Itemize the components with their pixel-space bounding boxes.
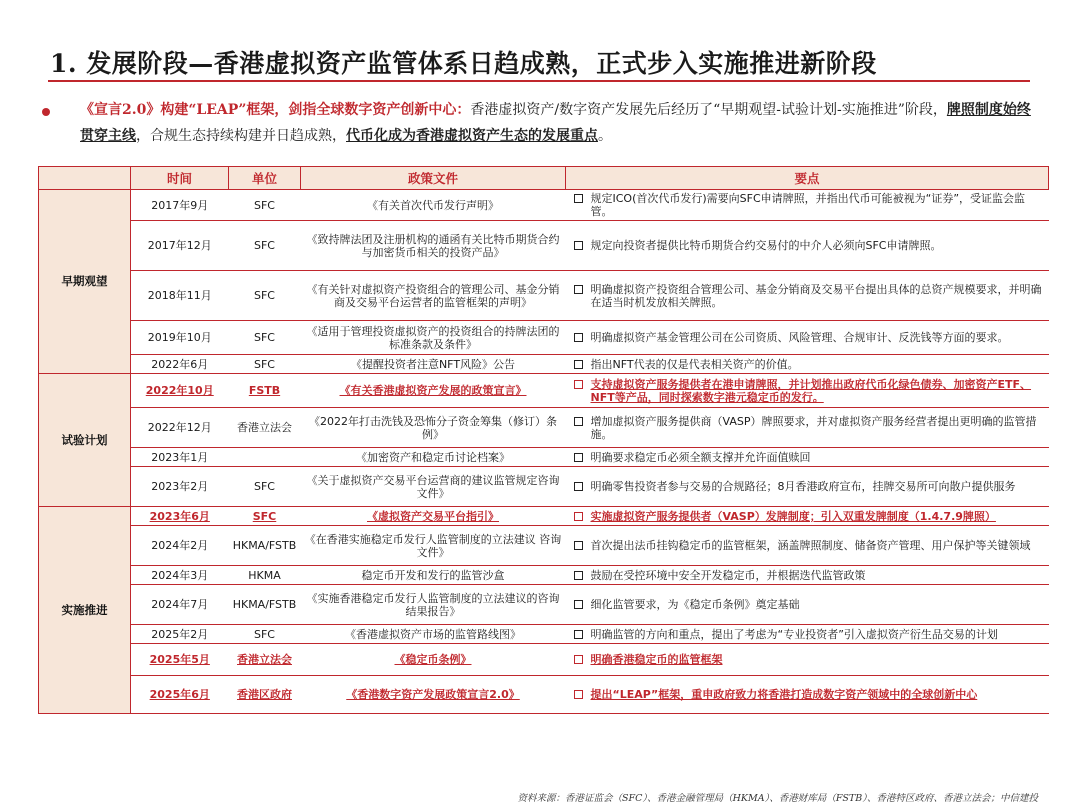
cell-time-text: 2022年12月 xyxy=(147,421,212,434)
cell-points xyxy=(566,355,1049,374)
cell-time xyxy=(131,374,229,408)
cell-doc-text: 《香港虚拟资产市场的监管路线图》 xyxy=(345,627,521,641)
points-wrap xyxy=(574,569,1045,582)
cell-unit-text: SFC xyxy=(254,198,275,212)
table-row xyxy=(39,221,1049,271)
checkbox-bullet-icon xyxy=(574,630,583,639)
cell-points xyxy=(566,585,1049,625)
cell-time-text: 2025年6月 xyxy=(149,688,210,701)
checkbox-bullet-icon xyxy=(574,655,583,664)
cell-doc xyxy=(301,271,566,321)
cell-points xyxy=(566,467,1049,507)
cell-time-text: 2024年7月 xyxy=(151,598,209,611)
cell-points xyxy=(566,374,1049,408)
cell-doc-text: 《适用于管理投资虚拟资产的投资组合的持牌法团的标准条款及条件》 xyxy=(306,324,560,351)
header-unit: 单位 xyxy=(229,167,301,190)
cell-points xyxy=(566,408,1049,448)
cell-doc-text: 《加密资产和稳定币讨论档案》 xyxy=(356,450,510,464)
table-body xyxy=(39,190,1049,714)
cell-time xyxy=(131,566,229,585)
table-row xyxy=(39,625,1049,644)
checkbox-bullet-icon xyxy=(574,241,583,250)
cell-points xyxy=(566,566,1049,585)
checkbox-bullet-icon xyxy=(574,380,583,389)
cell-time-text: 2024年3月 xyxy=(151,568,209,582)
cell-doc-text: 《有关香港虚拟资产发展的政策宣言》 xyxy=(339,384,527,397)
phase-label: 实施推进 xyxy=(39,507,131,714)
cell-time xyxy=(131,221,229,271)
cell-points xyxy=(566,271,1049,321)
checkbox-bullet-icon xyxy=(574,417,583,426)
cell-time xyxy=(131,585,229,625)
cell-points xyxy=(566,221,1049,271)
cell-doc xyxy=(301,676,566,714)
intro-text-2: ，合规生态持续构建并日趋成熟， xyxy=(136,128,346,144)
cell-points xyxy=(566,448,1049,467)
cell-time xyxy=(131,676,229,714)
cell-time-text: 2025年2月 xyxy=(151,627,209,641)
cell-unit xyxy=(229,408,301,448)
cell-doc xyxy=(301,408,566,448)
cell-time-text: 2022年6月 xyxy=(151,357,209,371)
cell-unit-text: SFC xyxy=(254,357,275,371)
cell-time xyxy=(131,644,229,676)
intro-text-1: 香港虚拟资产/数字资产发展先后经历了“早期观望-试验计划-实施推进”阶段， xyxy=(470,102,947,118)
cell-doc xyxy=(301,566,566,585)
cell-unit-text: HKMA/FSTB xyxy=(232,539,297,552)
points-wrap xyxy=(574,653,1045,666)
points-wrap xyxy=(574,688,1045,701)
points-text: 指出NFT代表的仅是代表相关资产的价值。 xyxy=(590,357,799,371)
points-wrap xyxy=(574,451,1045,464)
cell-points xyxy=(566,526,1049,566)
cell-time-text: 2017年12月 xyxy=(147,239,212,252)
cell-time-text: 2024年2月 xyxy=(151,539,209,552)
cell-unit-text: 香港区政府 xyxy=(237,688,292,701)
points-wrap xyxy=(574,480,1045,493)
cell-doc xyxy=(301,467,566,507)
cell-unit-text: 香港立法会 xyxy=(237,653,292,666)
phase-label: 早期观望 xyxy=(39,190,131,374)
checkbox-bullet-icon xyxy=(574,194,583,203)
points-wrap xyxy=(574,192,1045,218)
checkbox-bullet-icon xyxy=(574,600,583,609)
cell-doc xyxy=(301,221,566,271)
points-text: 明确虚拟资产投资组合管理公司、基金分销商及交易平台提出具体的总资产规模要求，并明确在适当时机发放相关牌照。 xyxy=(590,282,1042,309)
cell-doc-text: 《致持牌法团及注册机构的通函有关比特币期货合约与加密货币相关的投资产品》 xyxy=(306,232,560,259)
cell-unit-text: SFC xyxy=(254,331,275,344)
bullet-dot-icon xyxy=(42,108,50,116)
phase-label: 试验计划 xyxy=(39,374,131,507)
cell-doc xyxy=(301,355,566,374)
cell-doc-text: 《虚拟资产交易平台指引》 xyxy=(367,509,499,523)
cell-points xyxy=(566,644,1049,676)
cell-unit xyxy=(229,676,301,714)
cell-time-text: 2025年5月 xyxy=(149,653,210,666)
points-text: 支持虚拟资产服务提供者在港申请牌照，并计划推出政府代币化绿色债券、加密资产ETF、NFT等产品，同时探索数字港元稳定币的发行。 xyxy=(590,377,1032,404)
checkbox-bullet-icon xyxy=(574,690,583,699)
cell-time-text: 2023年6月 xyxy=(149,509,210,523)
cell-time-text: 2017年9月 xyxy=(151,198,209,212)
cell-unit xyxy=(229,190,301,221)
table-row xyxy=(39,374,1049,408)
intro-emphasis-1: 牌照制度始终贯穿主线 xyxy=(80,102,1031,144)
cell-unit xyxy=(229,467,301,507)
checkbox-bullet-icon xyxy=(574,482,583,491)
cell-doc xyxy=(301,585,566,625)
checkbox-bullet-icon xyxy=(574,512,583,521)
points-text: 细化监管要求，为《稳定币条例》奠定基础 xyxy=(590,598,800,611)
cell-time xyxy=(131,190,229,221)
table-row xyxy=(39,467,1049,507)
table-row xyxy=(39,355,1049,374)
points-wrap xyxy=(574,331,1045,344)
table-row xyxy=(39,448,1049,467)
cell-time-text: 2023年1月 xyxy=(151,450,209,464)
cell-time xyxy=(131,321,229,355)
cell-unit-text: FSTB xyxy=(248,384,281,397)
cell-doc-text: 《稳定币条例》 xyxy=(394,653,472,666)
checkbox-bullet-icon xyxy=(574,285,583,294)
cell-doc xyxy=(301,321,566,355)
cell-time xyxy=(131,355,229,374)
points-wrap xyxy=(574,415,1045,441)
cell-points xyxy=(566,625,1049,644)
points-text: 实施虚拟资产服务提供者（VASP）发牌制度；引入双重发牌制度（1.4.7.9牌照） xyxy=(590,509,996,523)
cell-time xyxy=(131,507,229,526)
points-text: 规定ICO(首次代币发行)需要向SFC申请牌照，并指出代币可能被视为“证券”，受证监会监管。 xyxy=(590,192,1026,218)
cell-unit-text: SFC xyxy=(252,509,277,523)
points-text: 明确零售投资者参与交易的合规路径；8月香港政府宣布，挂牌交易所可向散户提供服务 xyxy=(590,480,1016,493)
cell-unit-text: SFC xyxy=(254,289,275,302)
cell-doc-text: 《实施香港稳定币发行人监管制度的立法建议的咨询结果报告》 xyxy=(306,591,560,618)
cell-time-text: 2019年10月 xyxy=(147,331,212,344)
checkbox-bullet-icon xyxy=(574,333,583,342)
table-row xyxy=(39,676,1049,714)
page-title: 1. 发展阶段—香港虚拟资产监管体系日趋成熟，正式步入实施推进新阶段 xyxy=(50,49,877,78)
cell-doc-text: 《在香港实施稳定币发行人监管制度的立法建议 咨询文件》 xyxy=(304,532,562,559)
points-wrap xyxy=(574,510,1045,523)
cell-time xyxy=(131,625,229,644)
cell-unit xyxy=(229,566,301,585)
intro-text-3: 。 xyxy=(598,128,612,144)
points-text: 明确香港稳定币的监管框架 xyxy=(590,653,723,666)
table-row xyxy=(39,566,1049,585)
cell-doc xyxy=(301,374,566,408)
source-note: 资料来源：香港证监会（SFC）、香港金融管理局（HKMA）、香港财库局（FSTB）、香港特区政府、香港立法会；中信建投 xyxy=(517,793,1038,804)
table-row xyxy=(39,271,1049,321)
checkbox-bullet-icon xyxy=(574,571,583,580)
cell-unit-text: SFC xyxy=(254,627,275,641)
header-time: 时间 xyxy=(131,167,229,190)
points-text: 提出“LEAP”框架，重申政府致力将香港打造成数字资产领域中的全球创新中心 xyxy=(590,688,978,701)
cell-doc xyxy=(301,625,566,644)
cell-unit xyxy=(229,507,301,526)
points-text: 增加虚拟资产服务提供商（VASP）牌照要求，并对虚拟资产服务经营者提出更明确的监管措施。 xyxy=(590,414,1037,441)
points-text: 明确虚拟资产基金管理公司在公司资质、风险管理、合规审计、反洗钱等方面的要求。 xyxy=(590,331,1009,344)
points-wrap xyxy=(574,378,1045,404)
cell-time xyxy=(131,526,229,566)
intro-paragraph xyxy=(80,97,1040,149)
cell-unit-text: HKMA/FSTB xyxy=(232,598,297,611)
points-text: 首次提出法币挂钩稳定币的监管框架，涵盖牌照制度、储备资产管理、用户保护等关键领域 xyxy=(590,539,1031,552)
cell-doc-text: 《香港数字资产发展政策宣言2.0》 xyxy=(346,688,520,701)
table-row xyxy=(39,585,1049,625)
cell-unit xyxy=(229,526,301,566)
cell-unit xyxy=(229,585,301,625)
cell-doc-text: 《关于虚拟资产交易平台运营商的建议监管规定咨询文件》 xyxy=(306,473,560,500)
points-text: 明确监管的方向和重点，提出了考虑为“专业投资者”引入虚拟资产衍生品交易的计划 xyxy=(590,627,998,641)
intro-emphasis-2: 代币化成为香港虚拟资产生态的发展重点 xyxy=(346,128,598,144)
cell-doc-text: 《有关首次代币发行声明》 xyxy=(367,198,499,212)
points-text: 明确要求稳定币必须全额支撑并允许面值赎回 xyxy=(590,450,811,464)
table-row xyxy=(39,526,1049,566)
title-divider xyxy=(48,80,1030,82)
points-wrap xyxy=(574,358,1045,371)
cell-time-text: 2018年11月 xyxy=(147,289,212,302)
points-wrap xyxy=(574,598,1045,611)
cell-unit xyxy=(229,644,301,676)
points-wrap xyxy=(574,539,1045,552)
intro-lead: 《宣言2.0》构建“LEAP”框架，剑指全球数字资产创新中心： xyxy=(80,102,471,118)
cell-unit-text: 香港立法会 xyxy=(237,421,292,434)
table-row xyxy=(39,190,1049,221)
cell-points xyxy=(566,321,1049,355)
cell-unit-text: SFC xyxy=(254,239,275,252)
points-wrap xyxy=(574,239,1045,252)
cell-doc xyxy=(301,190,566,221)
cell-points xyxy=(566,507,1049,526)
table-header-row xyxy=(39,167,1049,190)
header-doc: 政策文件 xyxy=(301,167,566,190)
table-row xyxy=(39,321,1049,355)
cell-time xyxy=(131,467,229,507)
table-row xyxy=(39,507,1049,526)
cell-doc xyxy=(301,644,566,676)
header-points: 要点 xyxy=(566,167,1049,190)
cell-time-text: 2022年10月 xyxy=(145,384,214,397)
cell-unit xyxy=(229,321,301,355)
points-wrap xyxy=(574,283,1045,309)
cell-unit xyxy=(229,448,301,467)
cell-doc-text: 《有关针对虚拟资产投资组合的管理公司、基金分销商及交易平台运营者的监管框架的声明》 xyxy=(306,282,560,309)
cell-doc-text: 稳定币开发和发行的监管沙盒 xyxy=(361,568,505,582)
cell-unit-text: SFC xyxy=(254,480,275,493)
cell-unit xyxy=(229,271,301,321)
checkbox-bullet-icon xyxy=(574,541,583,550)
cell-doc-text: 《2022年打击洗钱及恐怖分子资金筹集（修订）条例》 xyxy=(309,414,557,441)
policy-table xyxy=(38,166,1049,714)
cell-doc xyxy=(301,507,566,526)
cell-points xyxy=(566,190,1049,221)
cell-doc-text: 《提醒投资者注意NFT风险》公告 xyxy=(350,357,516,371)
cell-time xyxy=(131,448,229,467)
cell-doc xyxy=(301,526,566,566)
cell-points xyxy=(566,676,1049,714)
points-wrap xyxy=(574,628,1045,641)
cell-time-text: 2023年2月 xyxy=(151,480,209,493)
cell-doc xyxy=(301,448,566,467)
points-text: 规定向投资者提供比特币期货合约交易付的中介人必须向SFC申请牌照。 xyxy=(590,239,942,252)
checkbox-bullet-icon xyxy=(574,360,583,369)
cell-time xyxy=(131,271,229,321)
cell-unit xyxy=(229,625,301,644)
table-row xyxy=(39,644,1049,676)
cell-unit-text: HKMA xyxy=(248,568,281,582)
checkbox-bullet-icon xyxy=(574,453,583,462)
cell-time xyxy=(131,408,229,448)
header-phase xyxy=(39,167,131,190)
table-row xyxy=(39,408,1049,448)
points-text: 鼓励在受控环境中安全开发稳定币，并根据迭代监管政策 xyxy=(590,568,866,582)
cell-unit xyxy=(229,374,301,408)
cell-unit xyxy=(229,355,301,374)
cell-unit xyxy=(229,221,301,271)
